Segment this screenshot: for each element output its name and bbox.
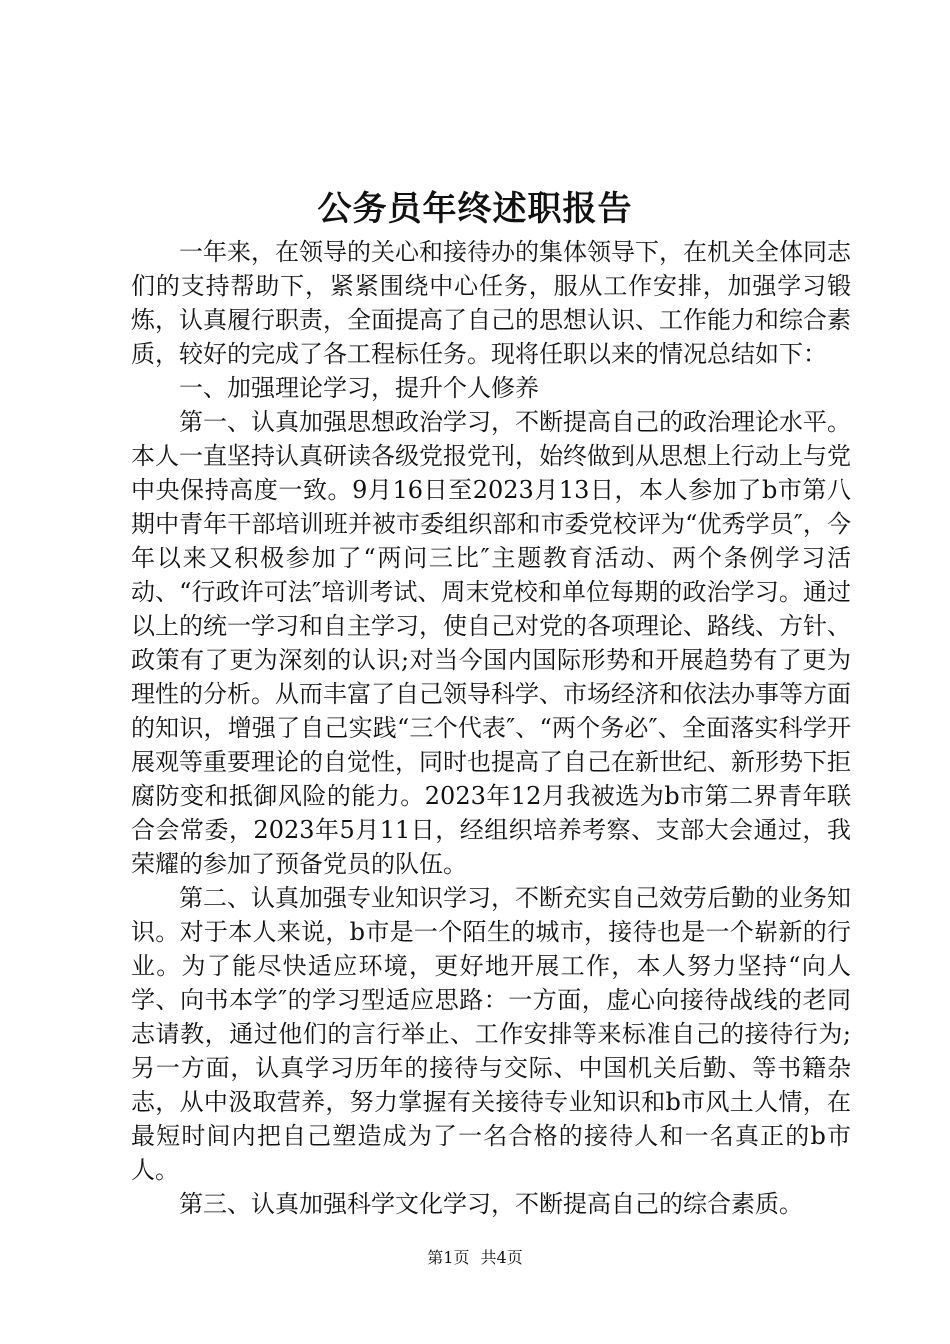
- document-title: 公务员年终述职报告: [317, 189, 633, 229]
- paragraph-political-study: 第一、认真加强思想政治学习，不断提高自己的政治理论水平。本人一直坚持认真研读各级党报党刊，始终做到从思想上行动上与党中央保持高度一致。9月16日至2023月13日，本人参加了b市第八期中青年干部培训班并被市委组织部和市委党校评为“优秀学员″，今年以来又积极参加了“两问三比″主题教育活动、两个条例学习活动、“行政许可法″培训考试、周末党校和单位每期的政治学习。通过以上的统一学习和自主学习，使自己对党的各项理论、路线、方针、政策有了更为深刻的认识;对当今国内国际形势和开展趋势有了更为理性的分析。从而丰富了自己领导科学、市场经济和依法办事等方面的知识，增强了自己实践“三个代表″、“两个务必″、全面落实科学开展观等重要理论的自觉性，同时也提高了自己在新世纪、新形势下拒腐防变和抵御风险的能力。2023年12月我被选为b市第二界青年联合会常委，2023年5月11日，经组织培养考察、支部大会通过，我荣耀的参加了预备党员的队伍。: [131, 408, 851, 878]
- page-total: 共4页: [480, 1248, 523, 1267]
- page-footer: [0, 1246, 950, 1270]
- paragraph-intro: 一年来，在领导的关心和接待办的集体领导下，在机关全体同志们的支持帮助下，紧紧围绕中心任务，服从工作安排，加强学习锻炼，认真履行职责，全面提高了自己的思想认识、工作能力和综合素质，较好的完成了各工程标任务。现将任职以来的情况总结如下：: [131, 238, 851, 368]
- paragraph-professional-study: 第二、认真加强专业知识学习，不断充实自己效劳后勤的业务知识。对于本人来说，b市是一个陌生的城市，接待也是一个崭新的行业。为了能尽快适应环境，更好地开展工作，本人努力坚持“向人学、向书本学″的学习型适应思路：一方面，虚心向接待战线的老同志请教，通过他们的言行举止、工作安排等来标准自己的接待行为;另一方面，认真学习历年的接待与交际、中国机关后勤、等书籍杂志，从中汲取营养，努力掌握有关接待专业知识和b市风土人情，在最短时间内把自己塑造成为了一名合格的接待人和一名真正的b市人。: [131, 884, 851, 1184]
- section-heading-1: 一、加强理论学习，提升个人修养: [179, 374, 539, 402]
- document-body: [131, 235, 851, 1221]
- paragraph-cultural-study: 第三、认真加强科学文化学习，不断提高自己的综合素质。: [179, 1190, 803, 1218]
- page-number: 第1页: [427, 1248, 470, 1267]
